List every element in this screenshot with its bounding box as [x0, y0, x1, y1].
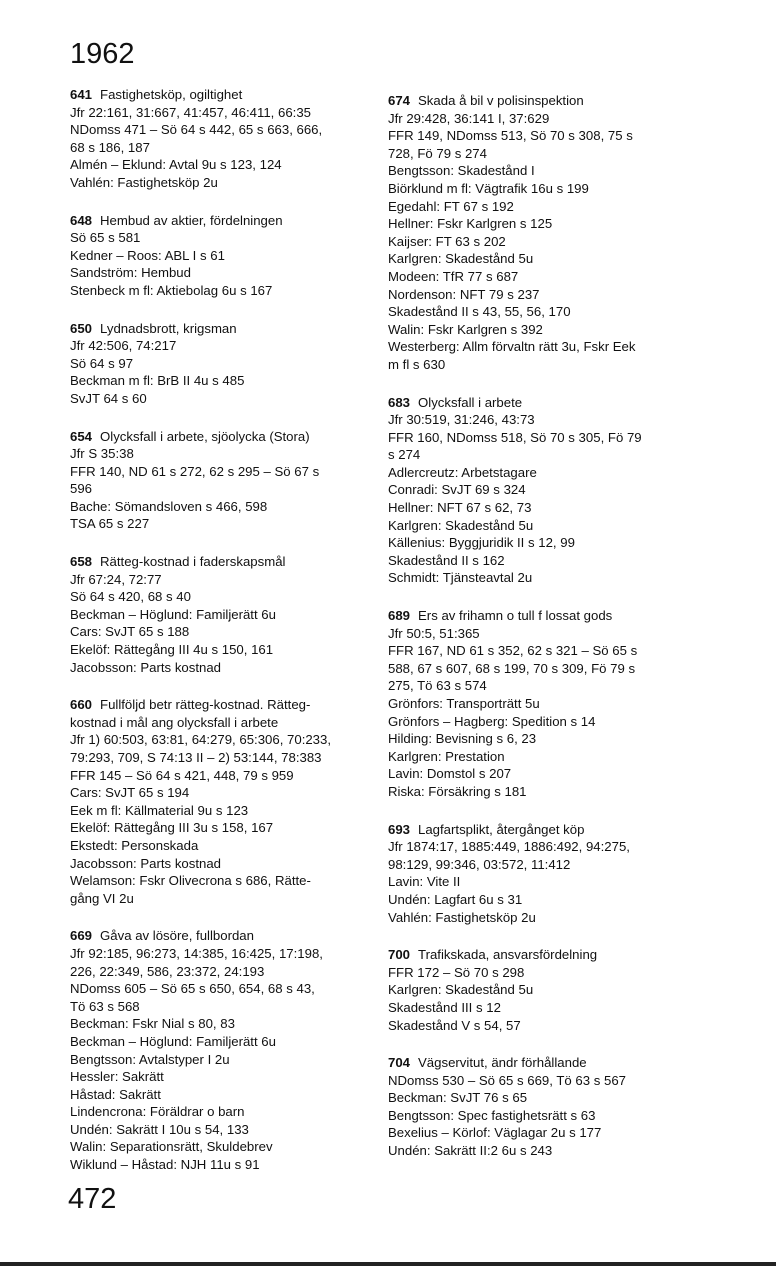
reference-line: Grönfors – Hagberg: Spedition s 14: [388, 713, 596, 729]
reference-line: Jfr 1874:17, 1885:449, 1886:492, 94:275,: [388, 839, 630, 855]
reference-line: Bengtsson: Spec fastighetsrätt s 63: [388, 1107, 596, 1123]
entry-title: Gåva av lösöre, fullbordan: [100, 928, 254, 944]
reference-line: FFR 149, NDomss 513, Sö 70 s 308, 75 s: [388, 128, 633, 144]
reference-line: Sandström: Hembud: [70, 265, 191, 281]
reference-line: Hessler: Sakrätt: [70, 1069, 164, 1085]
reference-line: Jfr 42:506, 74:217: [70, 338, 177, 354]
reference-line: Egedahl: FT 67 s 192: [388, 198, 514, 214]
entry-heading: [70, 696, 370, 714]
reference-line: TSA 65 s 227: [70, 516, 150, 532]
reference-line: Adlercreutz: Arbetstagare: [388, 464, 537, 480]
index-entry: [70, 212, 370, 300]
entry-heading: [388, 946, 688, 964]
index-entry: [70, 320, 370, 408]
entry-title: Lydnadsbrott, krigsman: [100, 320, 237, 336]
reference-line: Vahlén: Fastighetsköp 2u: [388, 909, 536, 925]
entry-title: Olycksfall i arbete, sjöolycka (Stora): [100, 428, 310, 444]
reference-line: Hellner: Fskr Karlgren s 125: [388, 216, 553, 232]
reference-line: Hilding: Bevisning s 6, 23: [388, 731, 537, 747]
index-entry: [388, 821, 688, 927]
reference-line: Lindencrona: Föräldrar o barn: [70, 1104, 245, 1120]
entry-number: 650: [70, 320, 93, 336]
reference-line: 275, Tö 63 s 574: [388, 678, 487, 694]
reference-line: FFR 160, NDomss 518, Sö 70 s 305, Fö 79: [388, 429, 642, 445]
reference-line: Jfr 67:24, 72:77: [70, 571, 162, 587]
entry-heading: [70, 320, 370, 338]
page-year-heading: 1962: [70, 38, 135, 70]
reference-line: Skadestånd II s 162: [388, 552, 505, 568]
entry-title: Lagfartsplikt, återgånget köp: [418, 821, 585, 837]
entry-heading: [70, 428, 370, 446]
reference-line: Welamson: Fskr Olivecrona s 686, Rätte-: [70, 873, 311, 889]
reference-line: Ekstedt: Personskada: [70, 837, 199, 853]
entry-number: 689: [388, 608, 411, 624]
index-entry: [388, 1054, 688, 1160]
reference-line: Conradi: SvJT 69 s 324: [388, 482, 526, 498]
index-entry: [388, 394, 688, 588]
reference-line: 226, 22:349, 586, 23:372, 24:193: [70, 963, 265, 979]
reference-line: Bache: Sömandsloven s 466, 598: [70, 498, 268, 514]
reference-line: Undén: Sakrätt I 10u s 54, 133: [70, 1121, 249, 1137]
reference-line: Walin: Separationsrätt, Skuldebrev: [70, 1139, 273, 1155]
reference-line: 79:293, 709, S 74:13 II – 2) 53:144, 78:383: [70, 750, 322, 765]
entry-number: 700: [388, 947, 411, 963]
reference-line: Westerberg: Allm förvaltn rätt 3u, Fskr Eek: [388, 339, 636, 355]
index-entry: [388, 92, 688, 374]
reference-line: Bengtsson: Skadestånd I: [388, 163, 535, 179]
reference-line: Lavin: Vite II: [388, 874, 461, 890]
bottom-edge-rule: [0, 1262, 776, 1266]
reference-line: 728, Fö 79 s 274: [388, 145, 487, 161]
entry-heading: [388, 607, 688, 625]
entry-heading: [388, 394, 688, 412]
reference-line: Bexelius – Körlof: Väglagar 2u s 177: [388, 1125, 602, 1141]
reference-line: FFR 140, ND 61 s 272, 62 s 295 – Sö 67 s: [70, 463, 320, 479]
reference-line: Jacobsson: Parts kostnad: [70, 855, 222, 871]
entry-title: Trafikskada, ansvarsfördelning: [418, 947, 598, 963]
entry-number: 658: [70, 554, 93, 570]
entry-number: 669: [70, 928, 93, 944]
reference-line: m fl s 630: [388, 356, 446, 372]
entry-title: Fullföljd betr rätteg-kostnad. Rätteg-: [100, 697, 311, 713]
reference-line: Beckman – Höglund: Familjerätt 6u: [70, 606, 276, 622]
reference-line: Beckman: Fskr Nial s 80, 83: [70, 1016, 235, 1032]
reference-line: FFR 172 – Sö 70 s 298: [388, 964, 525, 980]
reference-line: Jfr 22:161, 31:667, 41:457, 46:411, 66:35: [70, 104, 311, 120]
reference-line: FFR 145 – Sö 64 s 421, 448, 79 s 959: [70, 767, 294, 783]
entry-number: 674: [388, 93, 411, 108]
reference-line: Cars: SvJT 65 s 194: [70, 785, 190, 801]
page-number: 472: [68, 1183, 117, 1215]
reference-line: Skadestånd III s 12: [388, 999, 501, 1015]
reference-line: Jfr S 35:38: [70, 446, 134, 462]
reference-line: SvJT 64 s 60: [70, 390, 147, 406]
reference-line: Beckman – Höglund: Familjerätt 6u: [70, 1033, 276, 1049]
reference-line: Tö 63 s 568: [70, 998, 140, 1014]
reference-line: Walin: Fskr Karlgren s 392: [388, 321, 543, 337]
reference-line: Skadestånd V s 54, 57: [388, 1017, 521, 1033]
entry-title: Olycksfall i arbete: [418, 394, 523, 410]
reference-line: Schmidt: Tjänsteavtal 2u: [388, 570, 533, 586]
reference-line: Kedner – Roos: ABL I s 61: [70, 247, 225, 263]
reference-line: Stenbeck m fl: Aktiebolag 6u s 167: [70, 282, 273, 298]
reference-line: Grönfors: Transporträtt 5u: [388, 696, 540, 711]
reference-line: Håstad: Sakrätt: [70, 1086, 161, 1102]
index-entry: [70, 428, 370, 534]
reference-line: Undén: Lagfart 6u s 31: [388, 891, 523, 907]
reference-line: Kaijser: FT 63 s 202: [388, 233, 506, 249]
reference-line: Karlgren: Skadestånd 5u: [388, 251, 534, 267]
entry-number: 641: [70, 87, 93, 102]
index-entry: [388, 607, 688, 801]
index-entry: [70, 696, 370, 907]
reference-line: Cars: SvJT 65 s 188: [70, 624, 190, 640]
reference-line: Wiklund – Håstad: NJH 11u s 91: [70, 1157, 260, 1173]
reference-line: Karlgren: Prestation: [388, 748, 505, 764]
entry-title: Rätteg-kostnad i faderskapsmål: [100, 554, 286, 570]
reference-line: Ekelöf: Rättegång III 3u s 158, 167: [70, 820, 274, 836]
entry-heading: [388, 92, 688, 110]
reference-line: s 274: [388, 447, 421, 463]
reference-line: Vahlén: Fastighetsköp 2u: [70, 174, 218, 190]
entry-title: Skada å bil v polisinspektion: [418, 93, 584, 108]
reference-line: 68 s 186, 187: [70, 139, 150, 155]
reference-line: Bengtsson: Avtalstyper I 2u: [70, 1051, 230, 1067]
reference-line: Beckman m fl: BrB II 4u s 485: [70, 373, 245, 389]
reference-line: Källenius: Byggjuridik II s 12, 99: [388, 535, 575, 551]
entry-title: Ers av frihamn o tull f lossat gods: [418, 608, 613, 624]
reference-line: Sö 64 s 97: [70, 355, 134, 371]
reference-line: kostnad i mål ang olycksfall i arbete: [70, 714, 279, 730]
reference-line: Nordenson: NFT 79 s 237: [388, 286, 540, 302]
left-column: [70, 86, 370, 1194]
right-column: [388, 92, 688, 1180]
entry-number: 704: [388, 1055, 411, 1071]
entry-number: 683: [388, 394, 411, 410]
reference-line: Riska: Försäkring s 181: [388, 783, 527, 799]
reference-line: Hellner: NFT 67 s 62, 73: [388, 500, 532, 516]
reference-line: Skadestånd II s 43, 55, 56, 170: [388, 304, 571, 320]
reference-line: Jacobsson: Parts kostnad: [70, 659, 222, 675]
reference-line: Biörklund m fl: Vägtrafik 16u s 199: [388, 180, 589, 196]
reference-line: Sö 65 s 581: [70, 230, 141, 246]
reference-line: Karlgren: Skadestånd 5u: [388, 517, 534, 533]
reference-line: NDomss 530 – Sö 65 s 669, Tö 63 s 567: [388, 1072, 627, 1088]
entry-heading: [70, 86, 370, 104]
entry-heading: [70, 927, 370, 945]
index-entry: [388, 946, 688, 1034]
reference-line: Almén – Eklund: Avtal 9u s 123, 124: [70, 157, 282, 173]
reference-line: NDomss 471 – Sö 64 s 442, 65 s 663, 666,: [70, 122, 323, 138]
reference-line: Ekelöf: Rättegång III 4u s 150, 161: [70, 642, 274, 658]
reference-line: Beckman: SvJT 76 s 65: [388, 1090, 528, 1106]
reference-line: 596: [70, 481, 93, 497]
reference-line: 98:129, 99:346, 03:572, 11:412: [388, 856, 571, 872]
entry-heading: [388, 821, 688, 839]
entry-heading: [70, 553, 370, 571]
entry-number: 693: [388, 821, 411, 837]
reference-line: Modeen: TfR 77 s 687: [388, 268, 519, 284]
reference-line: Karlgren: Skadestånd 5u: [388, 982, 534, 998]
reference-line: Sö 64 s 420, 68 s 40: [70, 589, 191, 605]
entry-title: Fastighetsköp, ogiltighet: [100, 87, 243, 102]
entry-title: Vägservitut, ändr förhållande: [418, 1055, 587, 1071]
reference-line: Undén: Sakrätt II:2 6u s 243: [388, 1143, 553, 1159]
index-entry: [70, 927, 370, 1173]
reference-line: Jfr 92:185, 96:273, 14:385, 16:425, 17:198,: [70, 945, 323, 961]
reference-line: FFR 167, ND 61 s 352, 62 s 321 – Sö 65 s: [388, 643, 638, 659]
reference-line: Lavin: Domstol s 207: [388, 766, 512, 782]
reference-line: 588, 67 s 607, 68 s 199, 70 s 309, Fö 79 s: [388, 660, 636, 676]
index-entry: [70, 86, 370, 192]
reference-line: Jfr 29:428, 36:141 I, 37:629: [388, 110, 550, 126]
entry-heading: [70, 212, 370, 230]
entry-number: 654: [70, 428, 93, 444]
reference-line: NDomss 605 – Sö 65 s 650, 654, 68 s 43,: [70, 981, 315, 997]
reference-line: Jfr 50:5, 51:365: [388, 625, 480, 641]
index-entry: [70, 553, 370, 676]
entry-heading: [388, 1054, 688, 1072]
entry-number: 648: [70, 212, 93, 228]
entry-number: 660: [70, 697, 93, 713]
reference-line: gång VI 2u: [70, 890, 134, 906]
reference-line: Eek m fl: Källmaterial 9u s 123: [70, 802, 249, 818]
entry-title: Hembud av aktier, fördelningen: [100, 212, 283, 228]
reference-line: Jfr 30:519, 31:246, 43:73: [388, 412, 535, 428]
reference-line: Jfr 1) 60:503, 63:81, 64:279, 65:306, 70:233,: [70, 732, 332, 748]
